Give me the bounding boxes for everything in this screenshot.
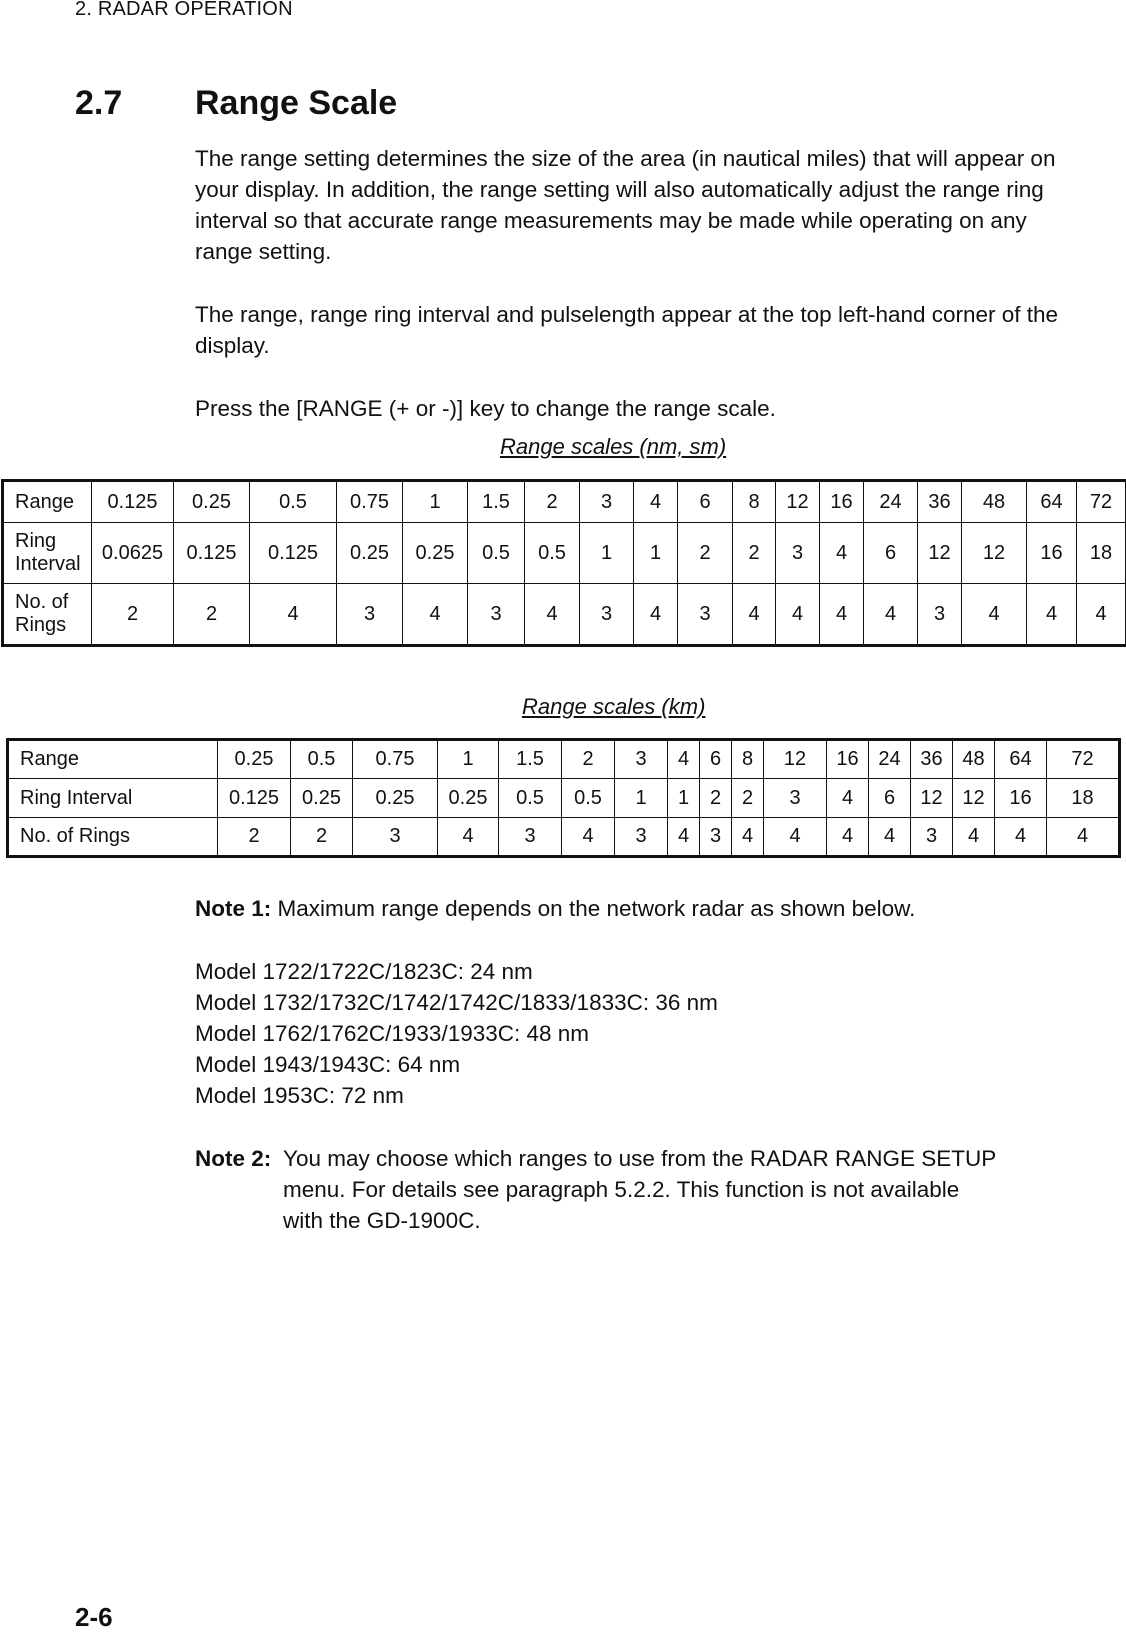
range-table-km — [6, 738, 1121, 858]
table-cell: 0.5 — [499, 779, 562, 818]
table-cell: 3 — [615, 740, 668, 779]
table-cell: 0.75 — [337, 481, 403, 523]
table-cell: 4 — [995, 818, 1047, 857]
table-cell: 2 — [92, 584, 174, 646]
model-item: Model 1943/1943C: 64 nm — [195, 1052, 461, 1077]
table-cell: 1 — [438, 740, 499, 779]
table-cell: 1.5 — [499, 740, 562, 779]
table-cell: 0.25 — [438, 779, 499, 818]
table-cell: 2 — [733, 523, 776, 584]
table-cell: 0.125 — [92, 481, 174, 523]
table-cell: 1.5 — [468, 481, 525, 523]
table-cell: 3 — [911, 818, 953, 857]
table-cell: 1 — [580, 523, 634, 584]
table-row-range — [3, 481, 1126, 523]
row-label-ring-interval: Ring Interval — [8, 779, 218, 818]
table-cell: 1 — [615, 779, 668, 818]
row-label-range: Range — [3, 481, 92, 523]
table-row-no-of-rings — [8, 818, 1120, 857]
table-cell: 48 — [962, 481, 1027, 523]
table-cell: 3 — [499, 818, 562, 857]
paragraph-range-setting: The range setting determines the size of the area (in nautical miles) that will appear on your display. In addition, the range setting will also automatically adjust the range ring interval so that accurate range measurements may be made while operating on any range setting. — [195, 146, 1056, 264]
table-cell: 4 — [525, 584, 580, 646]
table-cell: 4 — [634, 481, 678, 523]
table-cell: 2 — [732, 779, 764, 818]
table-cell: 3 — [776, 523, 820, 584]
model-item: Model 1722/1722C/1823C: 24 nm — [195, 959, 533, 984]
model-list — [195, 956, 1075, 1111]
table-cell: 6 — [700, 740, 732, 779]
table-cell: 4 — [820, 523, 864, 584]
section-heading — [75, 84, 397, 123]
table-cell: 4 — [438, 818, 499, 857]
table-cell: 3 — [700, 818, 732, 857]
table-cell: 0.5 — [562, 779, 615, 818]
row-label-no-of-rings: No. of Rings — [3, 584, 92, 646]
table-cell: 0.25 — [291, 779, 353, 818]
table-row-no-of-rings — [3, 584, 1126, 646]
row-label-no-of-rings: No. of Rings — [8, 818, 218, 857]
table-cell: 2 — [291, 818, 353, 857]
range-table-nm — [1, 479, 1126, 647]
table-cell: 0.125 — [250, 523, 337, 584]
table-row-range — [8, 740, 1120, 779]
table-cell: 6 — [864, 523, 918, 584]
table-cell: 4 — [827, 779, 869, 818]
note-2-line: You may choose which ranges to use from the RADAR RANGE SETUP — [283, 1146, 997, 1171]
table-cell: 4 — [733, 584, 776, 646]
table-cell: 4 — [864, 584, 918, 646]
table-cell: 6 — [678, 481, 733, 523]
table-cell: 2 — [174, 584, 250, 646]
section-title: Range Scale — [195, 84, 398, 122]
table-cell: 1 — [668, 779, 700, 818]
km-table-caption: Range scales (km) — [522, 694, 706, 719]
table-cell: 0.25 — [174, 481, 250, 523]
table-cell: 4 — [634, 584, 678, 646]
table-cell: 1 — [403, 481, 468, 523]
table-cell: 0.25 — [218, 740, 291, 779]
table-cell: 8 — [732, 740, 764, 779]
table-cell: 4 — [668, 740, 700, 779]
table-cell: 4 — [732, 818, 764, 857]
table-cell: 18 — [1047, 779, 1120, 818]
model-item: Model 1732/1732C/1742/1742C/1833/1833C: 36 nm — [195, 990, 718, 1015]
key-paragraph — [195, 393, 1075, 424]
table-cell: 64 — [995, 740, 1047, 779]
model-item: Model 1762/1762C/1933/1933C: 48 nm — [195, 1021, 590, 1046]
table-cell: 4 — [1077, 584, 1126, 646]
table-cell: 24 — [864, 481, 918, 523]
table-row-ring-interval — [8, 779, 1120, 818]
running-header: 2. RADAR OPERATION — [75, 0, 293, 20]
table-cell: 18 — [1077, 523, 1126, 584]
table-cell: 0.5 — [525, 523, 580, 584]
table-cell: 2 — [525, 481, 580, 523]
table-cell: 0.125 — [218, 779, 291, 818]
table-cell: 4 — [827, 818, 869, 857]
model-item: Model 1953C: 72 nm — [195, 1083, 404, 1108]
table-cell: 12 — [764, 740, 827, 779]
table-cell: 16 — [820, 481, 864, 523]
table-cell: 12 — [953, 779, 995, 818]
paragraph-display-info: The range, range ring interval and pulselength appear at the top left-hand corner of the display. — [195, 302, 1059, 358]
table-cell: 4 — [962, 584, 1027, 646]
note-2-label: Note 2: — [195, 1146, 272, 1171]
table-cell: 3 — [615, 818, 668, 857]
intro-paragraph — [195, 143, 1075, 267]
table-cell: 16 — [827, 740, 869, 779]
nm-table-caption: Range scales (nm, sm) — [500, 434, 727, 459]
table-cell: 36 — [918, 481, 962, 523]
table-cell: 3 — [580, 584, 634, 646]
table-cell: 16 — [995, 779, 1047, 818]
table-cell: 3 — [353, 818, 438, 857]
table-cell: 0.0625 — [92, 523, 174, 584]
note-2-line: with the GD-1900C. — [283, 1208, 481, 1233]
table-cell: 12 — [918, 523, 962, 584]
table-cell: 0.75 — [353, 740, 438, 779]
table-cell: 4 — [562, 818, 615, 857]
row-label-range: Range — [8, 740, 218, 779]
note-2 — [195, 1143, 1075, 1236]
table-cell: 0.25 — [337, 523, 403, 584]
table-cell: 0.125 — [174, 523, 250, 584]
table-cell: 48 — [953, 740, 995, 779]
note-2-text — [283, 1143, 1075, 1236]
table-cell: 6 — [869, 779, 911, 818]
table-cell: 12 — [962, 523, 1027, 584]
note-1 — [195, 893, 1075, 924]
table-cell: 2 — [218, 818, 291, 857]
paragraph-range-key: Press the [RANGE (+ or -)] key to change the range scale. — [195, 396, 776, 421]
table-cell: 3 — [678, 584, 733, 646]
section-number: 2.7 — [75, 84, 123, 122]
table-cell: 4 — [1047, 818, 1120, 857]
table-row-ring-interval — [3, 523, 1126, 584]
table-cell: 0.5 — [291, 740, 353, 779]
table-cell: 12 — [911, 779, 953, 818]
table-cell: 1 — [634, 523, 678, 584]
table-cell: 8 — [733, 481, 776, 523]
table-cell: 0.5 — [250, 481, 337, 523]
page-number: 2-6 — [75, 1602, 113, 1632]
table-cell: 2 — [700, 779, 732, 818]
table-cell: 4 — [250, 584, 337, 646]
table-cell: 4 — [953, 818, 995, 857]
table-cell: 16 — [1027, 523, 1077, 584]
table-cell: 3 — [918, 584, 962, 646]
table-cell: 12 — [776, 481, 820, 523]
table-cell: 72 — [1047, 740, 1120, 779]
display-paragraph — [195, 299, 1075, 361]
table-cell: 0.5 — [468, 523, 525, 584]
table-cell: 4 — [668, 818, 700, 857]
table-cell: 2 — [562, 740, 615, 779]
table-cell: 4 — [1027, 584, 1077, 646]
table-cell: 3 — [764, 779, 827, 818]
note-1-text: Maximum range depends on the network radar as shown below. — [277, 896, 916, 921]
table-cell: 72 — [1077, 481, 1126, 523]
table-cell: 24 — [869, 740, 911, 779]
table-cell: 3 — [580, 481, 634, 523]
table-cell: 3 — [468, 584, 525, 646]
table-cell: 4 — [403, 584, 468, 646]
table-cell: 4 — [869, 818, 911, 857]
table-cell: 4 — [764, 818, 827, 857]
note-1-label: Note 1: — [195, 896, 272, 921]
table-cell: 2 — [678, 523, 733, 584]
table-cell: 0.25 — [353, 779, 438, 818]
table-cell: 3 — [337, 584, 403, 646]
table-cell: 64 — [1027, 481, 1077, 523]
table-cell: 4 — [820, 584, 864, 646]
table-cell: 36 — [911, 740, 953, 779]
row-label-ring-interval: Ring Interval — [3, 523, 92, 584]
note-2-line: menu. For details see paragraph 5.2.2. This function is not available — [283, 1177, 960, 1202]
table-cell: 0.25 — [403, 523, 468, 584]
table-cell: 4 — [776, 584, 820, 646]
